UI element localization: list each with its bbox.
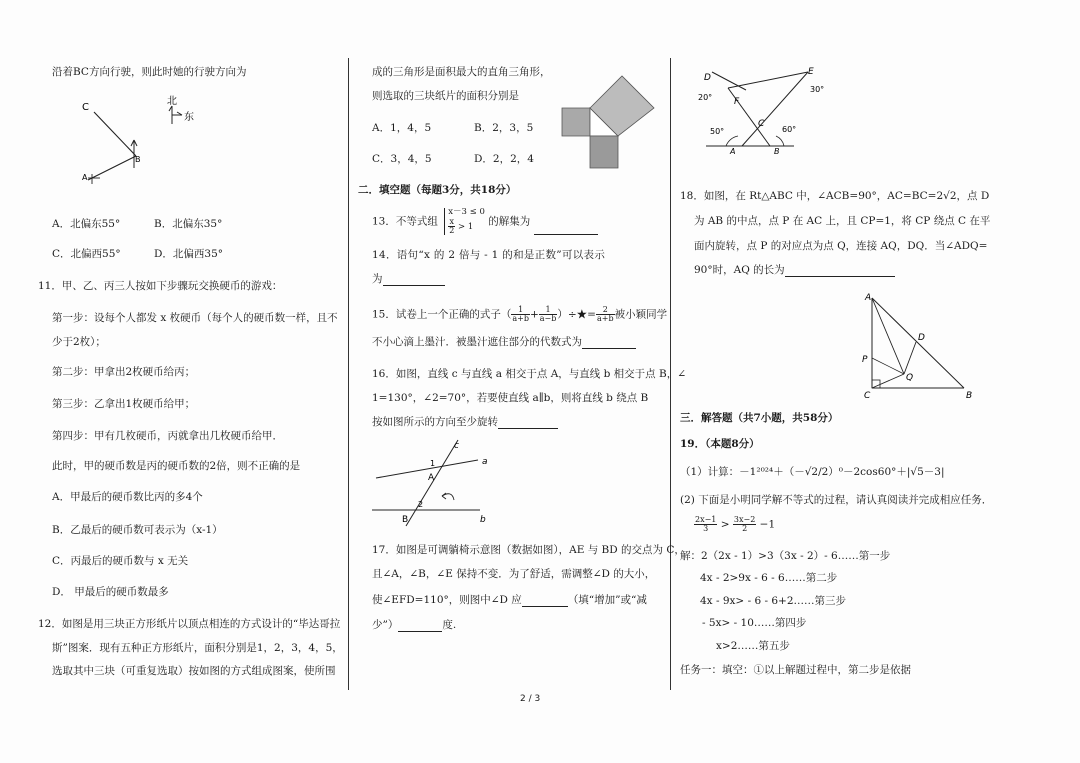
q11-option-c: C．丙最后的硬币数与 x 无关 [52,555,189,567]
q12-line3: 选取其中三块（可重复选取）按如图的方式组成图案，使所围 [52,665,336,677]
q11-step2: 第二步：甲拿出2枚硬币给丙； [52,366,196,378]
q10-label-b: B [135,155,141,164]
q16-label-1: 1 [430,459,436,468]
q10-label-a: A [82,173,88,182]
q12-pythagoras-figure [562,80,662,180]
q19-solution-step2: 4x - 2>9x - 6 - 6……第二步 [700,572,838,584]
q17-answer-blank-2[interactable] [398,620,442,632]
q13-answer-blank[interactable] [534,223,598,235]
q15-frac2: $\frac{1}{a-b}$ [539,305,557,323]
q12-option-a: A．1，4，5 [372,122,432,134]
q11-step1-line1: 第一步：设每个人都发 x 枚硬币（每个人的硬币数一样，且不 [52,312,338,324]
q11-option-d: D． 甲最后的硬币数最多 [52,586,169,598]
q11-stem: 11．甲、乙、丙三人按如下步骤玩交换硬币的游戏： [38,280,283,292]
q14-answer-blank[interactable] [383,274,445,286]
column-divider-left [348,58,349,690]
q17-line3: 使∠EFD=110°，则图中∠D 应 （填“增加”或“减 [372,594,647,606]
q10-tail: 沿着BC方向行驶，则此时她的行驶方向为 [52,66,247,78]
q15-frac3: $\frac{2}{a+b}$ [596,305,614,323]
q15-frac1: $\frac{1}{a+b}$ [512,305,529,323]
q16-line2: 1=130°，∠2=70°，若要使直线 a∥b，则将直线 b 绕点 B [372,392,649,404]
q13-ineq1: x－3 ≤ 0 [448,207,485,217]
q10-compass-east: 东 [184,112,194,123]
q18-line1: 18．如图，在 Rt△ABC 中，∠ACB=90°，AC=BC=2√2，点 D [680,190,990,202]
q15: 15．试卷上一个正确的式子（ $\frac{1}{a+b}$ + $\frac{1}{a-b}$ ）÷★= $\frac{2}{a+b}$ 被小颖同学 [372,305,668,323]
q13 [372,208,598,235]
q16-label-2: 2 [418,500,424,509]
q16-label-c: c [454,441,459,451]
q12-line5: 则选取的三块纸片的面积分别是 [372,90,519,102]
q17-fig-label-A: A [730,147,736,156]
q16-line1: 16．如图，直线 c 与直线 a 相交于点 A，与直线 b 相交于点 B，∠ [372,368,687,380]
q17-fig-label-E: E [808,67,814,77]
q11-condition: 此时，甲的硬币数是丙的硬币数的2倍，则不正确的是 [52,460,301,472]
q16-label-a: a [482,457,488,467]
q12-line4: 成的三角形是面积最大的直角三角形， [372,66,551,78]
q14-line2: 为 [372,273,445,286]
q18-fig-label-D: D [918,333,925,343]
page-number: 2 / 3 [520,694,541,704]
q10-compass-figure [78,88,194,188]
q18-fig-label-B: B [966,391,973,401]
q17-fig-angle-60: 60° [782,125,797,134]
q17-fig-angle-20: 20° [698,93,713,102]
q15-line2: 不小心滴上墨汁．被墨汁遮住部分的代数式为 [372,336,636,349]
q19-task1: 任务一：填空：①以上解题过程中，第二步是依据 [680,664,911,676]
q13-suffix: 的解集为 [488,215,531,228]
q14-line1: 14．语句“x 的 2 倍与 - 1 的和是正数”可以表示 [372,249,606,261]
q10-label-c: C [82,102,89,113]
q16-label-A: A [428,473,435,483]
q19-part2: (2) 下面是小明同学解不等式的过程，请认真阅读并完成相应任务． [680,494,993,506]
q19-title: 19．（本题8分） [680,438,760,450]
q10-compass-north: 北 [167,96,177,107]
q10-option-a: A．北偏东55° [52,218,121,230]
q19-part1: （1）计算：－1²⁰²⁴＋（－√2/2）⁰－2cos60°＋|√5－3| [680,466,945,478]
q17-line4: 少”） 度. [372,619,457,631]
q18-fig-label-P: P [862,355,868,365]
q18-fig-label-Q: Q [906,373,914,383]
q10-option-d: D．北偏西35° [154,248,224,260]
q19-inequality: $\frac{2x-1}{3}$ > $\frac{3x-2}{2}$ −1 [695,515,776,533]
q16-line3: 按如图所示的方向至少旋转 [372,416,558,429]
q13-system-brace [444,208,485,235]
q17-answer-blank-1[interactable] [522,595,568,607]
q11-step3: 第三步：乙拿出1枚硬币给甲； [52,398,196,410]
q19-solution-step1: 解：2（2x - 1）>3（3x - 2）- 6……第一步 [680,550,891,562]
q17-fig-label-C: C [758,119,765,129]
q18-answer-blank[interactable] [785,265,895,277]
q19-solution-step5: x>2……第五步 [716,640,790,652]
section-2-title: 二．填空题（每题3分，共18分） [358,184,517,196]
q17-recliner-figure [698,66,828,156]
q16-label-b: b [480,515,486,525]
q18-fig-label-C: C [864,391,871,401]
q17-fig-label-D: D [704,73,711,83]
q17-fig-angle-30: 30° [810,85,825,94]
q13-frac: $\frac{x}{2}$ [449,216,455,235]
q18-triangle-figure [834,294,984,400]
q18-line4: 90°时，AQ 的长为 [694,264,895,277]
q12-option-c: C．3，4，5 [372,153,432,165]
q13-prefix: 13．不等式组 [372,215,438,228]
q17-fig-label-B: B [774,147,780,156]
q10-option-c: C．北偏西55° [52,248,121,260]
q12-line1: 12．如图是用三块正方形纸片以顶点相连的方式设计的“毕达哥拉 [38,618,341,630]
q18-fig-label-A: A [865,293,872,303]
q16-figure [372,438,492,528]
q12-option-d: D．2，2，4 [474,153,534,165]
q11-option-a: A．甲最后的硬币数比丙的多4个 [52,491,203,503]
q11-step1-line2: 少于2枚）； [52,336,106,348]
q15-answer-blank[interactable] [582,337,636,349]
q17-fig-angle-50: 50° [710,127,725,136]
q12-option-b: B．2，3，5 [474,122,534,134]
q19-solution-step3: 4x - 9x> - 6 - 6+2……第三步 [700,595,847,607]
q18-line3: 面内旋转，点 P 的对应点为点 Q，连接 AQ，DQ．当∠ADQ= [694,240,988,252]
q19-solution-step4: - 5x> - 10……第四步 [702,617,807,629]
q17-line1: 17．如图是可调躺椅示意图（数据如图），AE 与 BD 的交点为 C， [372,544,685,556]
section-3-title: 三．解答题（共7小题，共58分） [680,412,839,424]
q18-line2: 为 AB 的中点，点 P 在 AC 上，且 CP=1，将 CP 绕点 C 在平 [694,215,991,227]
q11-option-b: B．乙最后的硬币数可表示为（x-1） [52,524,223,536]
q10-option-b: B．北偏东35° [154,218,223,230]
q16-label-B: B [402,515,409,525]
q16-answer-blank[interactable] [498,417,558,429]
q12-line2: 斯”图案．现有五种正方形纸片，面积分别是1，2，3，4，5， [52,642,343,654]
q17-line2: 且∠A，∠B，∠E 保持不变．为了舒适，需调整∠D 的大小， [372,568,656,580]
q17-fig-label-F: F [734,97,740,107]
q13-ineq2-tail: > 1 [458,221,474,232]
q11-step4: 第四步：甲有几枚硬币，丙就拿出几枚硬币给甲． [52,430,283,442]
